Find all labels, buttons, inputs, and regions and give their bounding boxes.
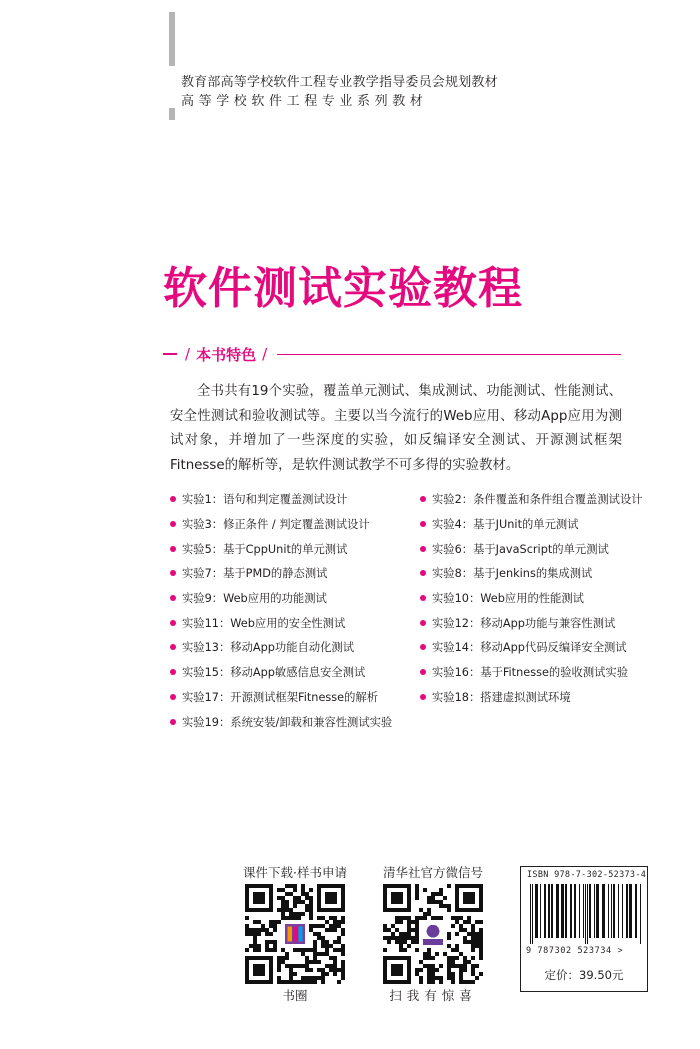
bullet-dot	[420, 620, 426, 626]
experiment-item	[420, 512, 640, 537]
experiment-text: 实验12：移动App功能与兼容性测试	[432, 616, 616, 630]
bullet-dot	[170, 719, 176, 725]
experiment-text: 实验17：开源测试框架Fitnesse的解析	[182, 690, 379, 704]
price: 定价：39.50元	[544, 968, 624, 982]
bullet-dot	[170, 620, 176, 626]
experiment-text: 实验19：系统安装/卸载和兼容性测试实验	[182, 715, 393, 729]
experiment-item	[170, 586, 420, 611]
bullet-dot	[420, 496, 426, 502]
experiment-item	[170, 610, 420, 635]
qr-code-icon[interactable]	[383, 884, 483, 984]
experiment-item	[420, 586, 640, 611]
experiment-text: 实验16：基于Fitnesse的验收测试实验	[432, 666, 629, 680]
bullet-dot	[420, 521, 426, 527]
top-stripe-lower	[169, 108, 175, 120]
bullet-dot	[170, 644, 176, 650]
experiment-item	[170, 536, 420, 561]
features-heading-text: 本书特色	[196, 345, 257, 364]
bullet-dot	[420, 595, 426, 601]
experiment-item	[170, 487, 420, 512]
experiment-item	[170, 512, 420, 537]
bullet-dot	[170, 546, 176, 552]
bullet-dot	[420, 546, 426, 552]
bullet-dot	[170, 521, 176, 527]
experiment-item	[170, 685, 420, 710]
qr-label: 课件下载·样书申请	[243, 865, 347, 880]
isbn-number: ISBN 978-7-302-52373-4	[527, 870, 647, 880]
heading-slash-right: /	[262, 345, 268, 363]
features-intro: 全书共有19个实验，覆盖单元测试、集成测试、功能测试、性能测试、安全性测试和验收测试等。主要以当今流行的Web应用、移动App应用为测试对象，并增加了一些深度的实验，如反编译安全测试、开源测试框架Fitnesse的解析等，是软件测试教学不可多得的实验教材。	[170, 384, 622, 473]
experiment-text: 实验9：Web应用的功能测试	[182, 592, 327, 606]
experiment-item	[420, 610, 640, 635]
bullet-dot	[170, 694, 176, 700]
bullet-dot	[170, 595, 176, 601]
experiment-item	[420, 536, 640, 561]
qr-block-courseware	[243, 864, 347, 1005]
isbn-barcode-box	[520, 866, 648, 992]
series-line-1: 教育部高等学校软件工程专业教学指导委员会规划教材	[181, 75, 498, 90]
features-heading	[163, 343, 621, 365]
experiment-item	[420, 635, 640, 660]
experiment-text: 实验7：基于PMD的静态测试	[182, 567, 328, 581]
bullet-dot	[420, 644, 426, 650]
bullet-dot	[170, 570, 176, 576]
heading-rule	[277, 354, 621, 355]
experiment-text: 实验10：Web应用的性能测试	[432, 592, 584, 606]
experiment-item	[170, 660, 420, 685]
experiment-text: 实验18：搭建虚拟测试环境	[432, 690, 571, 704]
bullet-dot	[420, 669, 426, 675]
experiment-text: 实验1：语句和判定覆盖测试设计	[182, 493, 348, 507]
experiment-item	[420, 660, 640, 685]
series-line-2: 高等学校软件工程专业系列教材	[181, 94, 428, 109]
heading-lead-line	[163, 353, 177, 355]
bullet-dot	[170, 669, 176, 675]
barcode-digits: 9 787302 523734 >	[526, 946, 624, 956]
experiment-text: 实验3：修正条件 / 判定覆盖测试设计	[182, 518, 370, 532]
bullet-dot	[420, 570, 426, 576]
experiment-text: 实验4：基于JUnit的单元测试	[432, 518, 579, 532]
qr-label: 清华社官方微信号	[382, 865, 483, 880]
experiment-list	[170, 487, 643, 734]
experiment-item	[170, 709, 420, 734]
experiment-text: 实验6：基于JavaScript的单元测试	[432, 542, 609, 556]
book-title: 软件测试实验教程	[163, 263, 523, 314]
experiment-text: 实验5：基于CppUnit的单元测试	[182, 542, 348, 556]
experiment-item	[420, 685, 640, 710]
experiment-item	[420, 487, 643, 512]
experiment-text: 实验8：基于Jenkins的集成测试	[432, 567, 593, 581]
experiment-text: 实验13：移动App功能自动化测试	[182, 641, 355, 655]
qr-code-icon[interactable]	[245, 884, 345, 984]
top-stripe-upper	[169, 12, 175, 66]
experiment-item	[170, 561, 420, 586]
experiment-item	[420, 561, 640, 586]
experiment-item	[170, 635, 420, 660]
heading-slash-left: /	[185, 345, 191, 363]
experiment-text: 实验15：移动App敏感信息安全测试	[182, 666, 366, 680]
qr-block-wechat	[381, 864, 485, 1005]
barcode-icon	[528, 884, 642, 944]
bullet-dot	[420, 694, 426, 700]
bullet-dot	[170, 496, 176, 502]
experiment-text: 实验11：Web应用的安全性测试	[182, 616, 346, 630]
experiment-text: 实验14：移动App代码反编译安全测试	[432, 641, 627, 655]
qr-caption: 扫我有惊喜	[389, 988, 477, 1003]
experiment-text: 实验2：条件覆盖和条件组合覆盖测试设计	[432, 493, 643, 507]
qr-caption: 书圈	[282, 988, 308, 1003]
